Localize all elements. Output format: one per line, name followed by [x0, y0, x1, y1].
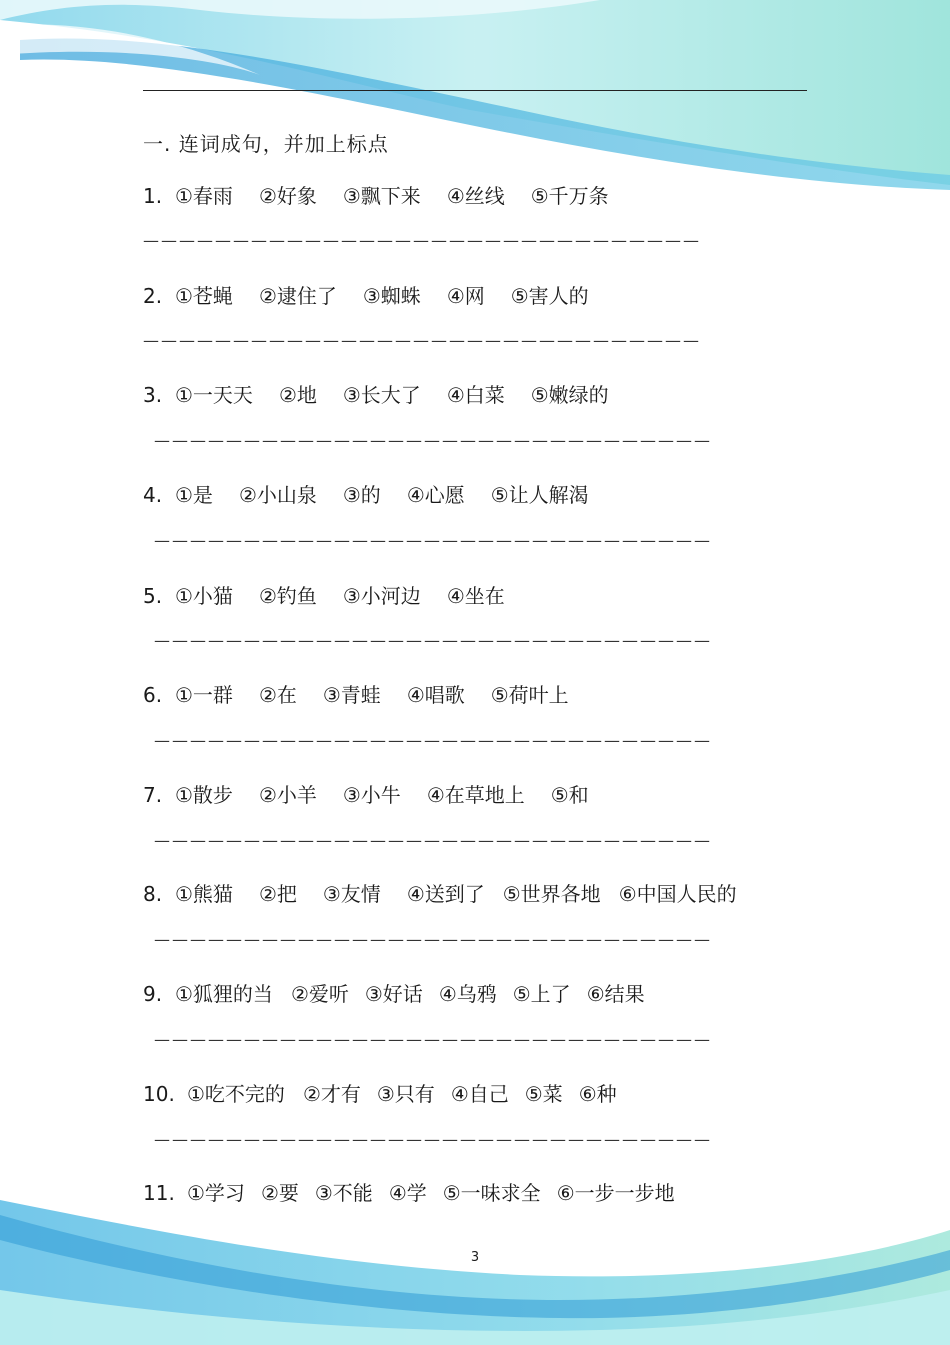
- question-11: [143, 1177, 675, 1206]
- word-option: ①狐狸的当: [175, 982, 273, 1006]
- answer-line-9[interactable]: ———————————————————————————————: [154, 1030, 712, 1049]
- word-option: ③飘下来: [342, 184, 421, 208]
- question-number: 2.: [143, 284, 163, 308]
- question-number: 8.: [143, 882, 163, 906]
- question-3: [143, 379, 609, 408]
- question-number: 1.: [143, 184, 163, 208]
- answer-line-4[interactable]: ———————————————————————————————: [154, 531, 712, 550]
- answer-line-7[interactable]: ———————————————————————————————: [154, 831, 712, 850]
- word-option: ⑤上了: [512, 982, 571, 1006]
- word-option: ⑥一步一步地: [556, 1181, 675, 1205]
- word-option: ②要: [260, 1181, 299, 1205]
- word-option: ①一群: [175, 683, 233, 707]
- word-option: ④在草地上: [426, 783, 525, 807]
- word-option: ②在: [258, 683, 297, 707]
- question-number: 11.: [143, 1181, 175, 1205]
- answer-line-2[interactable]: ———————————————————————————————: [143, 331, 701, 350]
- word-option: ①散步: [175, 783, 233, 807]
- question-number: 5.: [143, 584, 163, 608]
- word-option: ⑤害人的: [510, 284, 589, 308]
- question-1: [143, 180, 609, 209]
- word-option: ③小牛: [342, 783, 401, 807]
- word-option: ④乌鸦: [438, 982, 497, 1006]
- answer-line-3[interactable]: ———————————————————————————————: [154, 431, 712, 450]
- word-option: ⑥中国人民的: [618, 882, 737, 906]
- word-option: ③不能: [314, 1181, 373, 1205]
- question-10: [143, 1078, 617, 1107]
- word-option: ④丝线: [446, 184, 505, 208]
- word-option: ②小羊: [258, 783, 317, 807]
- word-option: ②逮住了: [258, 284, 337, 308]
- question-number: 9.: [143, 982, 163, 1006]
- word-option: ⑥结果: [586, 982, 645, 1006]
- answer-line-1[interactable]: ———————————————————————————————: [143, 231, 701, 250]
- question-number: 6.: [143, 683, 163, 707]
- word-option: ③友情: [322, 882, 381, 906]
- word-option: ④送到了: [406, 882, 485, 906]
- answer-line-8[interactable]: ———————————————————————————————: [154, 930, 712, 949]
- word-option: ②好象: [258, 184, 317, 208]
- word-option: ④白菜: [446, 383, 505, 407]
- word-option: ⑤一味求全: [442, 1181, 541, 1205]
- word-option: ①春雨: [175, 184, 233, 208]
- question-2: [143, 280, 589, 309]
- word-option: ⑤世界各地: [502, 882, 601, 906]
- word-option: ④学: [388, 1181, 427, 1205]
- word-option: ②把: [258, 882, 297, 906]
- word-option: ⑤让人解渴: [490, 483, 589, 507]
- question-number: 4.: [143, 483, 163, 507]
- word-option: ②小山泉: [238, 483, 317, 507]
- word-option: ①一天天: [175, 383, 253, 407]
- word-option: ④自己: [450, 1082, 509, 1106]
- word-option: ③的: [342, 483, 381, 507]
- word-option: ①熊猫: [175, 882, 233, 906]
- word-option: ⑤嫩绿的: [530, 383, 609, 407]
- section-title: 一. 连词成句，并加上标点: [143, 132, 389, 156]
- word-option: ①吃不完的: [187, 1082, 285, 1106]
- question-6: [143, 679, 569, 708]
- word-option: ②才有: [302, 1082, 361, 1106]
- answer-line-6[interactable]: ———————————————————————————————: [154, 731, 712, 750]
- word-option: ④唱歌: [406, 683, 465, 707]
- word-option: ②爱听: [290, 982, 349, 1006]
- question-9: [143, 978, 645, 1007]
- word-option: ③长大了: [342, 383, 421, 407]
- word-option: ④坐在: [446, 584, 505, 608]
- question-number: 7.: [143, 783, 163, 807]
- word-option: ③好话: [364, 982, 423, 1006]
- word-option: ①苍蝇: [175, 284, 233, 308]
- answer-line-10[interactable]: ———————————————————————————————: [154, 1130, 712, 1149]
- question-4: [143, 479, 589, 508]
- word-option: ⑤菜: [524, 1082, 563, 1106]
- question-8: [143, 878, 737, 907]
- word-option: ③蜘蛛: [362, 284, 421, 308]
- page-number: 3: [470, 1250, 480, 1265]
- question-7: [143, 779, 589, 808]
- answer-line-5[interactable]: ———————————————————————————————: [154, 631, 712, 650]
- word-option: ④心愿: [406, 483, 465, 507]
- word-option: ③小河边: [342, 584, 421, 608]
- word-option: ⑤千万条: [530, 184, 609, 208]
- word-option: ③青蛙: [322, 683, 381, 707]
- word-option: ②钓鱼: [258, 584, 317, 608]
- word-option: ③只有: [376, 1082, 435, 1106]
- word-option: ①学习: [187, 1181, 245, 1205]
- word-option: ②地: [278, 383, 317, 407]
- word-option: ①小猫: [175, 584, 233, 608]
- word-option: ①是: [175, 483, 213, 507]
- question-5: [143, 580, 505, 609]
- word-option: ⑤和: [550, 783, 589, 807]
- question-number: 10.: [143, 1082, 175, 1106]
- word-option: ⑤荷叶上: [490, 683, 569, 707]
- word-option: ④网: [446, 284, 485, 308]
- question-number: 3.: [143, 383, 163, 407]
- word-option: ⑥种: [578, 1082, 617, 1106]
- header-rule: [143, 90, 807, 91]
